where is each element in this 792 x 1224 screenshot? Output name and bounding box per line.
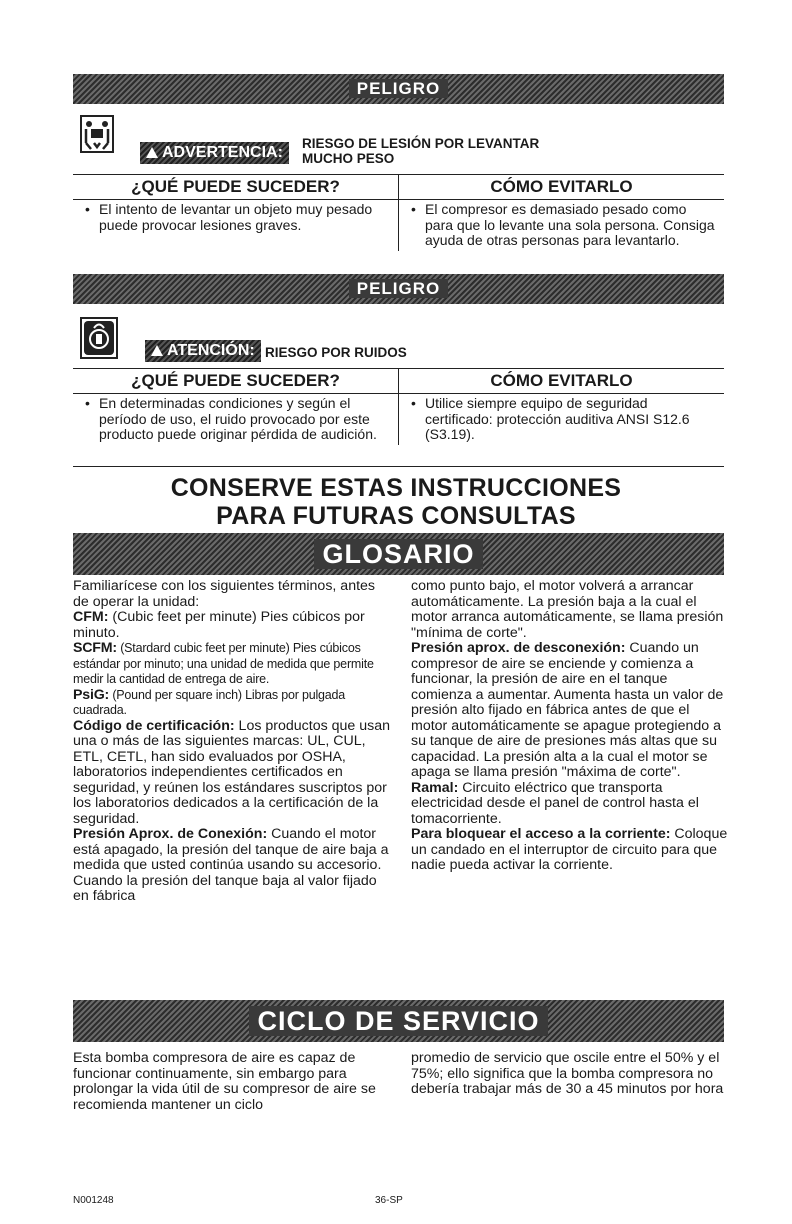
col-header-how-to-avoid: CÓMO EVITARLO bbox=[490, 177, 633, 196]
glossary-entry-bloquear: Para bloquear el acceso a la corriente: Coloque un candado en el interruptor de circuito para que nadie pueda activar la corriente. bbox=[411, 826, 728, 873]
glosario-banner: GLOSARIO bbox=[73, 533, 724, 575]
ciclo-right-text: promedio de servicio que oscile entre el 50% y el 75%; ello significa que la bomba compresora no debería trabajar más de 30 a 45 minutos por hora bbox=[411, 1050, 724, 1097]
glossary-entry-ramal: Ramal: Circuito eléctrico que transporta electricidad desde el panel de control hasta el tomacorriente. bbox=[411, 779, 699, 827]
lifting-hazard-table bbox=[73, 174, 724, 251]
glossary-entry-desconexion: Presión aprox. de desconexión: Cuando un compresor de aire se enciende y comienza a funcionar, la presión de aire en el tanque comienza a aumentar. Aumenta hasta un valor de presión alto fijado en fábrica antes de que el motor automáticamente se apague protegiendo a su tanque de aire de presiones más altas que su capacidad. La presión alta a la cual el motor se apaga se llama presión "máxima de corte". bbox=[411, 640, 724, 780]
conserve-heading: CONSERVE ESTAS INSTRUCCIONES PARA FUTURAS CONSULTAS bbox=[170, 474, 622, 530]
glossary-entry-psig: PsiG: (Pound per square inch) Libras por pulgada cuadrada. bbox=[73, 686, 346, 717]
peligro-banner-2: PELIGRO bbox=[73, 274, 724, 304]
glossary-right-column bbox=[411, 579, 729, 874]
table-bottom-rule bbox=[73, 466, 724, 467]
lifting-risk-text: • El intento de levantar un objeto muy pesado puede provocar lesiones graves. bbox=[73, 200, 399, 251]
lifting-prevention-text: • El compresor es demasiado pesado como para que lo levante una sola persona. Consiga ayuda de otras personas para levantarlo. bbox=[399, 200, 724, 251]
lifting-hazard-icon bbox=[80, 115, 114, 153]
glossary-left-column bbox=[73, 579, 393, 905]
col-header-what-can-happen: ¿QUÉ PUEDE SUCEDER? bbox=[73, 175, 399, 199]
ciclo-de-servicio-banner: CICLO DE SERVICIO bbox=[73, 1000, 724, 1042]
col-header-what-can-happen: ¿QUÉ PUEDE SUCEDER? bbox=[73, 369, 399, 393]
warning-triangle-icon bbox=[146, 147, 158, 158]
hazard-title-lifting: RIESGO DE LESIÓN POR LEVANTAR MUCHO PESO bbox=[302, 136, 540, 166]
noise-risk-text: • En determinadas condiciones y según el período de uso, el ruido provocado por este producto puede originar pérdida de audición. bbox=[73, 394, 399, 445]
glossary-intro: Familiarícese con los siguientes términos, antes de operar la unidad: bbox=[73, 578, 376, 610]
noise-hazard-table bbox=[73, 368, 724, 445]
glossary-entry-certificacion: Código de certificación: Los productos que usan una o más de las siguientes marcas: UL, CUL, ETL, CETL, han sido evaluados por OSHA, laboratorios independientes certificados en seguridad, y reúnen los estándares suscriptos por los laboratorios dedicados a la certificación de la seguridad. bbox=[73, 717, 390, 827]
ciclo-left-text: Esta bomba compresora de aire es capaz de funcionar continuamente, sin embargo para prolongar la vida útil de su compresor de aire se recomienda mantener un ciclo bbox=[73, 1050, 376, 1113]
peligro-banner-1: PELIGRO bbox=[73, 74, 724, 104]
glossary-entry-conexion-continued: como punto bajo, el motor volverá a arrancar automáticamente. La presión baja a la cual el motor arranca automáticamente, se llama presión "mínima de corte". bbox=[411, 578, 724, 641]
noise-prevention-text: • Utilice siempre equipo de seguridad certificado: protección auditiva ANSI S12.6 (S3.19). bbox=[399, 394, 724, 445]
atencion-label: ATENCIÓN: bbox=[145, 340, 261, 362]
glossary-entry-cfm: CFM: (Cubic feet per minute) Pies cúbicos por minuto. bbox=[73, 609, 365, 641]
page-number: 36-SP bbox=[375, 1195, 403, 1206]
glossary-entry-scfm: SCFM: (Stardard cubic feet per minute) Pies cúbicos estándar por minuto; una unidad de medida que permite medir la cantidad de entrega de aire. bbox=[73, 640, 374, 686]
glossary-entry-conexion: Presión Aprox. de Conexión: Cuando el motor está apagado, la presión del tanque de aire baja a medida que usted continúa usando su accesorio. Cuando la presión del tanque baja al valor fijado en fábrica bbox=[73, 826, 389, 904]
hearing-protection-icon bbox=[80, 317, 118, 359]
warning-triangle-icon bbox=[151, 345, 163, 356]
advertencia-label: ADVERTENCIA: bbox=[140, 142, 289, 164]
col-header-how-to-avoid: CÓMO EVITARLO bbox=[490, 371, 633, 390]
hazard-title-noise: RIESGO POR RUIDOS bbox=[265, 345, 407, 360]
document-code: N001248 bbox=[73, 1195, 114, 1206]
